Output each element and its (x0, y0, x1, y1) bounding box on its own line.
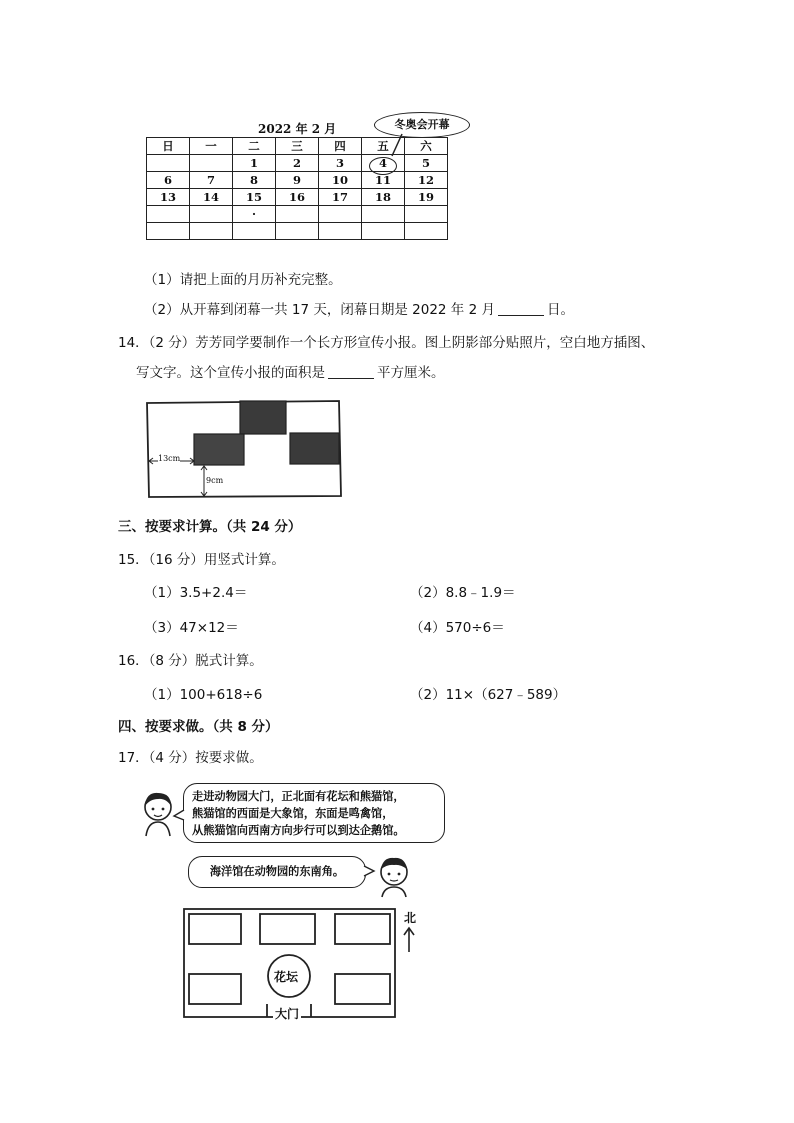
gate-label: 大门 (275, 1007, 300, 1021)
q15-title: 15．（16 分）用竖式计算。 (118, 552, 285, 568)
day-cell (319, 223, 362, 240)
q15-item: （4）570÷6＝ (410, 620, 505, 636)
q13-part2 (144, 301, 574, 319)
section3-title: 三、按要求计算。（共 24 分） (118, 519, 302, 535)
callout-text: 冬奥会开幕 (394, 118, 450, 131)
speech-line: 走进动物园大门，正北面有花坛和熊猫馆， (192, 789, 405, 803)
day-cell: 1 (233, 155, 276, 172)
day-cell (276, 223, 319, 240)
q15-item: （2）8.8﹣1.9＝ (410, 585, 516, 601)
north-arrow-icon (402, 926, 416, 954)
q13-part1: （1）请把上面的月历补充完整。 (144, 272, 342, 288)
calendar-title: 2022 年 2 月 (258, 122, 337, 136)
boy-avatar (374, 854, 414, 898)
north-label: 北 (404, 911, 417, 925)
day-cell: 2 (276, 155, 319, 172)
day-cell (276, 206, 319, 223)
weekday-cell: 日 (147, 138, 190, 155)
answer-blank[interactable] (498, 301, 544, 316)
flower-bed-label: 花坛 (274, 970, 299, 984)
day-cell: · (233, 206, 276, 223)
q13-part2-suffix: 日。 (546, 302, 574, 318)
girl-bubble-tail (172, 808, 186, 822)
weekday-cell: 一 (190, 138, 233, 155)
weekday-cell: 五 (362, 138, 405, 155)
zoo-map-svg (183, 908, 397, 1020)
calendar-row (147, 155, 448, 172)
q13-part2-text: （2）从开幕到闭幕一共 17 天，闭幕日期是 2022 年 2 月 (144, 302, 495, 318)
speech-line: 从熊猫馆向西南方向步行可以到达企鹅馆。 (192, 823, 405, 837)
calendar-row (147, 172, 448, 189)
day-cell (147, 223, 190, 240)
poster-diagram (144, 400, 342, 498)
map-block (260, 914, 315, 944)
height-dim-label: 9cm (206, 476, 224, 485)
day-cell: 9 (276, 172, 319, 189)
map-block (189, 914, 241, 944)
photo-shade (290, 433, 339, 464)
calendar-row (147, 223, 448, 240)
day-cell: 16 (276, 189, 319, 206)
girl-speech-bubble (183, 783, 445, 843)
day-cell (405, 206, 448, 223)
q14-line2 (136, 364, 445, 382)
photo-shade (194, 434, 244, 465)
q14-line2-suffix: 平方厘米。 (377, 365, 445, 381)
day-cell (190, 223, 233, 240)
day-cell (147, 155, 190, 172)
calendar-row (147, 189, 448, 206)
q16-title: 16．（8 分）脱式计算。 (118, 653, 263, 669)
day-cell: 4 (362, 155, 405, 172)
boy-speech-bubble (188, 856, 366, 888)
day-cell: 15 (233, 189, 276, 206)
map-block (335, 974, 390, 1004)
day-cell: 6 (147, 172, 190, 189)
day-cell: 7 (190, 172, 233, 189)
zoo-map (183, 908, 397, 1020)
day-cell (190, 155, 233, 172)
day-cell (405, 223, 448, 240)
poster-svg (144, 400, 342, 498)
answer-blank[interactable] (328, 364, 374, 379)
calendar-table (146, 137, 448, 240)
day-cell: 14 (190, 189, 233, 206)
q16-item: （2）11×（627﹣589） (410, 687, 567, 703)
day-cell: 11 (362, 172, 405, 189)
speech-line: 熊猫馆的西面是大象馆，东面是鸣禽馆， (192, 806, 394, 820)
day-cell: 13 (147, 189, 190, 206)
day-cell: 19 (405, 189, 448, 206)
q15-item: （3）47×12＝ (144, 620, 239, 636)
day-cell (147, 206, 190, 223)
width-dim-label: 13cm (158, 454, 181, 463)
weekday-cell: 二 (233, 138, 276, 155)
day-cell (319, 206, 362, 223)
q14-line2-text: 写文字。这个宣传小报的面积是 (136, 365, 325, 381)
day-cell (233, 223, 276, 240)
section4-title: 四、按要求做。（共 8 分） (118, 719, 279, 735)
day-cell: 5 (405, 155, 448, 172)
calendar-row (147, 206, 448, 223)
day-cell: 18 (362, 189, 405, 206)
calendar-header-row (147, 138, 448, 155)
day-cell (362, 223, 405, 240)
q17-title: 17．（4 分）按要求做。 (118, 750, 263, 766)
weekday-cell: 三 (276, 138, 319, 155)
weekday-cell: 四 (319, 138, 362, 155)
q16-item: （1）100+618÷6 (144, 687, 263, 703)
day-cell (190, 206, 233, 223)
map-block (189, 974, 241, 1004)
weekday-cell: 六 (405, 138, 448, 155)
day-cell: 12 (405, 172, 448, 189)
map-block (335, 914, 390, 944)
day-cell: 3 (319, 155, 362, 172)
q15-item: （1）3.5+2.4＝ (144, 585, 248, 601)
boy-speech-text: 海洋馆在动物园的东南角。 (209, 864, 345, 878)
day-cell: 10 (319, 172, 362, 189)
q14-line1: 14．（2 分）芳芳同学要制作一个长方形宣传小报。图上阴影部分贴照片，空白地方插图、 (118, 335, 655, 351)
photo-shade (240, 401, 286, 434)
day-cell (362, 206, 405, 223)
day-cell: 17 (319, 189, 362, 206)
day-cell: 8 (233, 172, 276, 189)
